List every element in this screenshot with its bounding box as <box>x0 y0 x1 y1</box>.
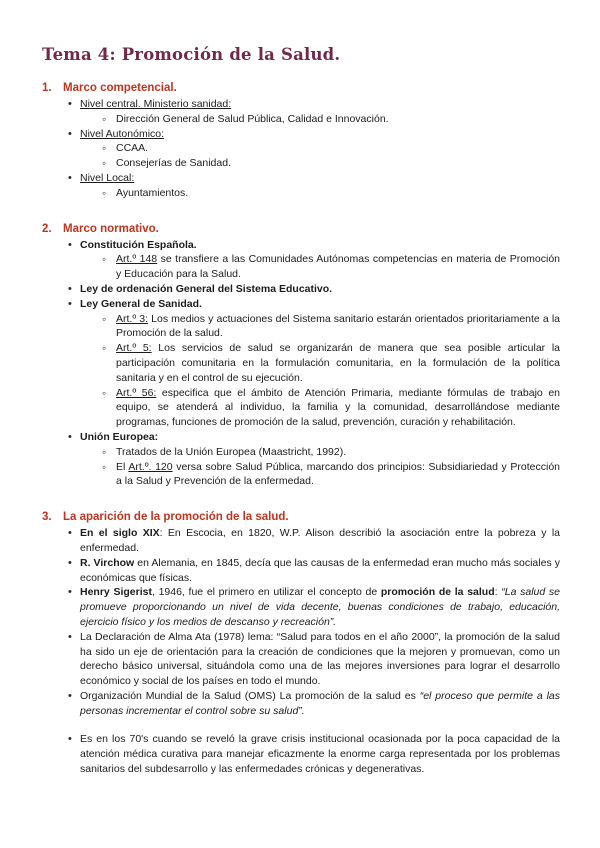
bullet-disc-icon: • <box>68 430 72 443</box>
list-item <box>42 97 560 112</box>
bullet-disc-icon: • <box>68 171 72 184</box>
section-number: 2. <box>42 222 52 235</box>
text-run: En el siglo XIX <box>80 527 160 540</box>
text-run: Art.º 3: <box>116 312 149 325</box>
list-item <box>42 630 560 689</box>
bullet-circle-icon: ◦ <box>102 444 107 459</box>
bullet-circle-icon: ◦ <box>102 341 107 356</box>
text-run: R. Virchow <box>80 556 135 569</box>
bullet-circle-icon: ◦ <box>102 111 107 126</box>
text-run: especifica que el ámbito de Atención Primaria, mediante fórmulas de trabajo en equipo, se atenderá al individuo, la familia y la comunidad, desarrollándose mediante programas, funciones de promoción de la salud, prevención, curación y rehabilitación. <box>116 386 560 429</box>
text-run: Organización Mundial de la Salud (OMS) La promoción de la salud es <box>80 689 420 702</box>
text-run: Nivel central. Ministerio sanidad: <box>80 98 232 110</box>
list-item-text <box>116 460 560 490</box>
list-item <box>42 112 560 127</box>
list-item <box>42 297 560 312</box>
section <box>42 222 560 490</box>
list-item <box>42 312 560 342</box>
bullet-disc-icon: • <box>68 556 72 569</box>
list-item-text <box>116 386 560 430</box>
text-run: Ley de ordenación General del Sistema Educativo. <box>80 282 333 295</box>
text-run: , 1946, fue el primero en utilizar el concepto de <box>151 586 381 599</box>
text-run: Ley General de Sanidad. <box>80 297 202 310</box>
list-item-text <box>80 526 560 556</box>
text-run: “el proceso que permite a las personas incrementar el control sobre su salud”. <box>80 689 560 717</box>
list-item-text <box>80 238 560 253</box>
list-item-text <box>116 252 560 282</box>
list-item <box>42 430 560 445</box>
list-item-text <box>80 97 560 112</box>
list-item <box>42 732 560 776</box>
text-run: Consejerías de Sanidad. <box>116 157 231 170</box>
sections-container <box>42 81 560 777</box>
text-run: : <box>494 586 502 599</box>
list-item-text <box>116 341 560 385</box>
text-run: El <box>116 460 129 473</box>
list-item-text <box>80 556 560 586</box>
text-run: Nivel Local: <box>80 171 135 184</box>
bullet-disc-icon: • <box>68 238 72 251</box>
list-item-text <box>80 171 560 186</box>
list-item-text <box>116 156 560 171</box>
bullet-circle-icon: ◦ <box>102 311 107 326</box>
section-number: 3. <box>42 511 52 524</box>
bullet-circle-icon: ◦ <box>102 156 107 171</box>
list-item <box>42 186 560 201</box>
bullet-circle-icon: ◦ <box>102 385 107 400</box>
text-run: CCAA. <box>116 142 149 155</box>
list-item <box>42 689 560 719</box>
text-run: Constitución Española. <box>80 238 197 251</box>
list-item <box>42 238 560 253</box>
list-item <box>42 156 560 171</box>
list-item-text <box>80 430 560 445</box>
section <box>42 510 560 777</box>
text-run: Dirección General de Salud Pública, Calidad e Innovación. <box>116 112 389 125</box>
section-heading <box>42 222 560 237</box>
list-item <box>42 460 560 490</box>
list-item <box>42 585 560 629</box>
bullet-circle-icon: ◦ <box>102 185 107 200</box>
bullet-disc-icon: • <box>68 586 72 599</box>
section-title: Marco competencial. <box>63 82 177 94</box>
text-run: Los medios y actuaciones del Sistema sanitario estarán orientados prioritariamente a la Promoción de la salud. <box>116 312 560 340</box>
list-item <box>42 127 560 142</box>
text-run: Art.º. 120 <box>128 460 173 473</box>
list-item-text <box>80 585 560 629</box>
section-items <box>42 238 560 490</box>
text-run: Art.º 5: <box>116 342 152 355</box>
list-item-text <box>116 312 560 342</box>
bullet-disc-icon: • <box>68 630 72 643</box>
bullet-disc-icon: • <box>68 733 72 746</box>
list-item <box>42 252 560 282</box>
list-item <box>42 141 560 156</box>
list-item-text <box>80 732 560 776</box>
text-run: Art.º 56: <box>116 386 157 399</box>
bullet-disc-icon: • <box>68 689 72 702</box>
text-run: Los servicios de salud se organizarán de manera que sea posible articular la participación comunitaria en la formulación comunitaria, en la formulación de la política sanitaria y en el control de su ejecución. <box>116 342 560 384</box>
text-run: Tratados de la Unión Europea (Maastricht, 1992). <box>116 445 347 458</box>
text-run: “La salud se promueve proporcionando un nivel de vida decente, buenas condiciones de trabajo, educación, ejercicio físico y los medios de descanso y recreación”. <box>80 586 560 628</box>
bullet-circle-icon: ◦ <box>102 141 107 156</box>
section-items <box>42 526 560 777</box>
text-run: Es en los 70's cuando se reveló la grave crisis institucional ocasionada por la poca capacidad de la atención médica curativa para manejar eficazmente la enorme carga representada por los problemas sanitarios del subdesarrollo y las enfermedades crónicas y degenerativas. <box>80 733 560 776</box>
bullet-disc-icon: • <box>68 282 72 295</box>
list-item <box>42 556 560 586</box>
section-items <box>42 97 560 201</box>
text-run: Nivel Autonómico: <box>80 127 165 140</box>
text-run: promoción de la salud <box>380 586 495 599</box>
bullet-circle-icon: ◦ <box>102 459 107 474</box>
list-item <box>42 282 560 297</box>
text-run: se transfiere a las Comunidades Autónomas competencias en materia de Promoción y Educación para la Salud. <box>116 253 560 281</box>
bullet-disc-icon: • <box>68 527 72 540</box>
text-run: Unión Europea: <box>80 430 159 443</box>
text-run: Art.º 148 <box>116 253 158 266</box>
text-run: Henry Sigerist <box>80 586 152 599</box>
bullet-disc-icon: • <box>68 127 72 140</box>
list-item-text <box>80 282 560 297</box>
list-item <box>42 386 560 430</box>
document-title: Tema 4: Promoción de la Salud. <box>42 45 341 64</box>
section-title: La aparición de la promoción de la salud. <box>63 511 289 524</box>
bullet-disc-icon: • <box>68 98 72 110</box>
list-item <box>42 445 560 460</box>
list-item-text <box>80 297 560 312</box>
list-item-text <box>116 141 560 156</box>
text-run: en Alemania, en 1845, decía que las causas de la enfermedad eran mucho más sociales y económicas que físicas. <box>80 556 560 584</box>
section <box>42 81 560 201</box>
bullet-circle-icon: ◦ <box>102 252 107 267</box>
list-item <box>42 526 560 556</box>
section-heading <box>42 510 560 525</box>
section-number: 1. <box>42 82 52 94</box>
text-run: : En Escocia, en 1820, W.P. Alison describió la asociación entre la pobreza y la enfermedad. <box>80 527 560 554</box>
text-run: Ayuntamientos. <box>116 186 189 199</box>
text-run: La Declaración de Alma Ata (1978) lema: “Salud para todos en el año 2000”, la promoción de la salud ha sido un eje de orientación para la creación de condiciones que la mejoren y promuevan, como un derecho básico universal, situándola como una de las mejores inversiones para lograr el desarrollo económico y social de los países en todo el mundo. <box>80 630 560 688</box>
list-item-text <box>80 127 560 142</box>
list-item <box>42 171 560 186</box>
list-item-text <box>116 445 560 460</box>
section-heading <box>42 81 560 96</box>
list-item <box>42 341 560 385</box>
list-item-text <box>116 112 560 127</box>
text-run: versa sobre Salud Pública, marcando dos principios: Subsidiariedad y Protección a la Salud y Prevención de la enfermedad. <box>116 460 560 488</box>
list-item-text <box>80 630 560 689</box>
list-item-text <box>116 186 560 201</box>
bullet-disc-icon: • <box>68 297 72 310</box>
list-item-text <box>80 689 560 719</box>
section-title: Marco normativo. <box>63 222 159 235</box>
